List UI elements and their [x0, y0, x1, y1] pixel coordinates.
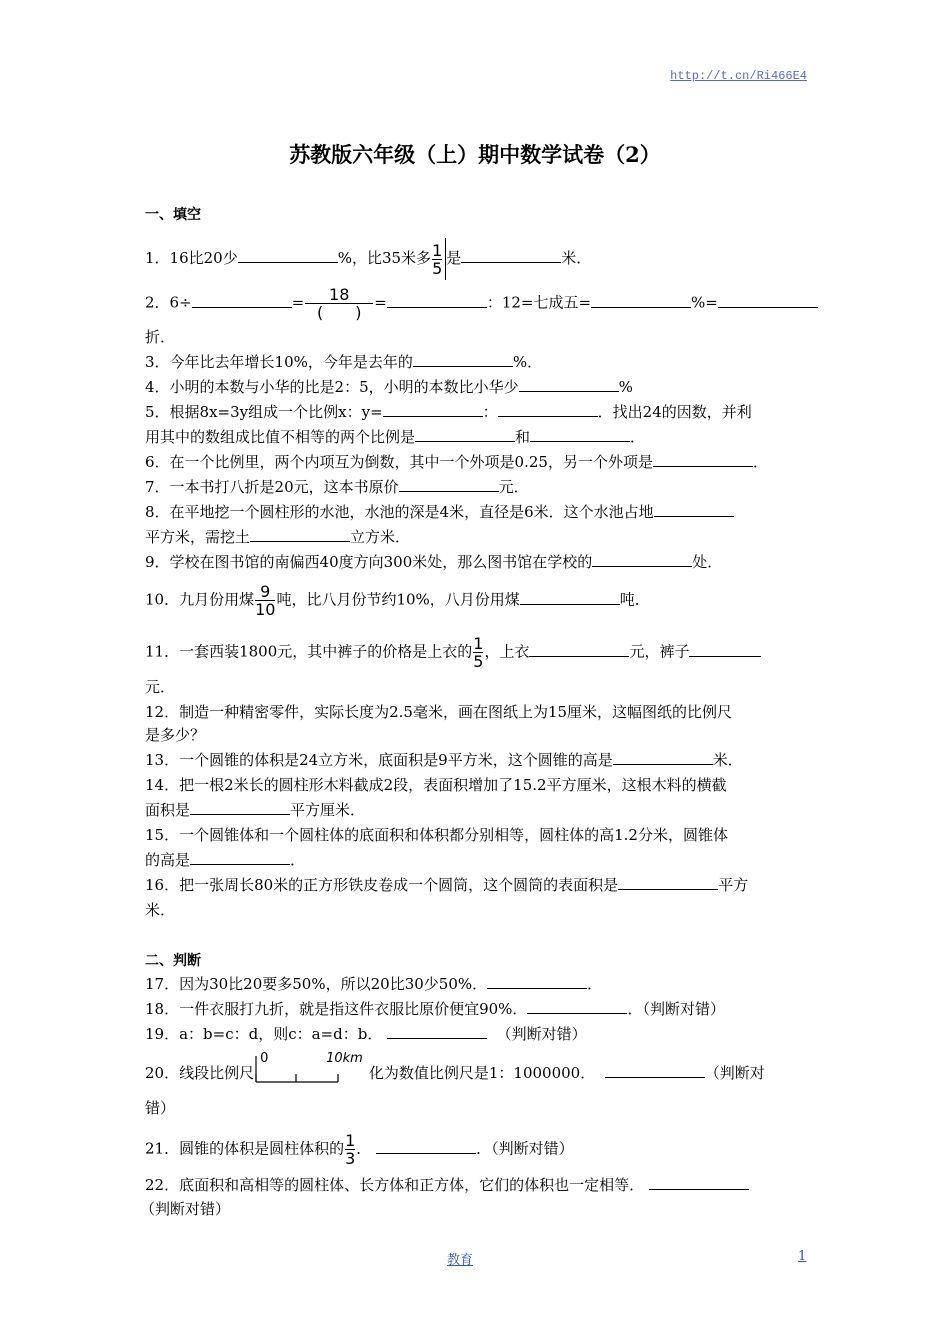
answer-blank[interactable] [605, 1062, 705, 1078]
question-14: 14．把一根2米长的圆柱形木料截成2段，表面积增加了15.2平方厘米，这根木料的横截 [145, 776, 727, 794]
answer-blank[interactable] [383, 401, 483, 417]
answer-blank[interactable] [192, 292, 292, 308]
footer-link[interactable]: 教育 [447, 1253, 474, 1268]
answer-blank[interactable] [591, 292, 691, 308]
question-16-cont: 米． [145, 901, 176, 919]
answer-blank[interactable] [190, 799, 290, 815]
section-heading-fill-in: 一、填空 [145, 207, 201, 223]
header-link[interactable]: http://t.cn/Ri466E4 [670, 69, 807, 83]
fraction-1-3: $\frac{1}{3}$ [345, 1131, 356, 1168]
question-17: 17．因为30比20要多50%，所以20比30少50%． ． [145, 975, 603, 993]
fraction-9-10: $\frac{9}{10}$ [255, 582, 276, 619]
page-number[interactable]: 1 [798, 1249, 807, 1264]
answer-blank[interactable] [529, 641, 629, 657]
question-12-cont: 是多少？ [145, 726, 206, 744]
question-10: 10．九月份用煤 $\frac{9}{10}$ 吨，比八月份节约10%，八月份用煤 吨． [145, 582, 650, 619]
question-1: 1．16比20少 %，比35米多 $\frac{1}{5}$ 是 米． [145, 238, 591, 280]
question-20-cont: 错） [145, 1099, 176, 1117]
answer-blank[interactable] [613, 749, 713, 765]
question-2-cont: 折． [145, 328, 176, 346]
question-7: 7．一本书打八折是20元，这本书原价 元． [145, 478, 529, 496]
question-9: 9．学校在图书馆的南偏西40度方向300米处，那么图书馆在学校的 处． [145, 553, 723, 571]
question-21: 21．圆锥的体积是圆柱体积的 $\frac{1}{3}$ ． ．（判断对错） [145, 1131, 574, 1168]
line-segment-scale-bar [254, 1051, 364, 1092]
scale-end-label: 10km [326, 1051, 363, 1066]
fraction-18-blank: $\frac{18}{( )}$ [305, 286, 373, 321]
question-5: 5．根据8x=3y组成一个比例x：y= ： ．找出24的因数，并利 [145, 403, 752, 421]
question-3: 3．今年比去年增长10%，今年是去年的 %． [145, 353, 543, 371]
answer-blank[interactable] [399, 476, 499, 492]
question-6: 6．在一个比例里，两个内项互为倒数，其中一个外项是0.25，另一个外项是 ． [145, 453, 768, 471]
question-22: 22．底面积和高相等的圆柱体、长方体和正方体，它们的体积也一定相等． [145, 1174, 749, 1196]
question-8: 8．在平地挖一个圆柱形的水池，水池的深是4米，直径是6米．这个水池占地 [145, 501, 734, 523]
question-11-cont: 元． [145, 678, 176, 696]
answer-blank[interactable] [718, 292, 818, 308]
answer-blank[interactable] [376, 1138, 476, 1154]
answer-blank[interactable] [592, 551, 692, 567]
fraction-1-5: $\frac{1}{5}$ [473, 634, 484, 671]
answer-blank[interactable] [530, 426, 630, 442]
fraction-1-5: $\frac{1}{5}$ [432, 240, 443, 278]
answer-blank[interactable] [519, 376, 619, 392]
answer-blank[interactable] [413, 351, 513, 367]
answer-blank[interactable] [415, 426, 515, 442]
question-20: 20．线段比例尺 0 10km 化为数值比例尺是1：1000000． （判断对 [145, 1056, 765, 1092]
question-8-cont: 平方米，需挖土 立方米． [145, 528, 411, 546]
question-5-cont: 用其中的数组成比值不相等的两个比例是 和 ． [145, 428, 646, 446]
question-4: 4．小明的本数与小华的比是2：5，小明的本数比小华少 % [145, 378, 633, 396]
page-title: 苏教版六年级（上）期中数学试卷（2） [289, 142, 661, 167]
answer-blank[interactable] [689, 641, 761, 657]
question-19: 19．a：b=c：d，则c：a=d：b． （判断对错） [145, 1025, 587, 1043]
answer-blank[interactable] [498, 401, 598, 417]
question-22-cont: （判断对错） [140, 1200, 231, 1218]
answer-blank[interactable] [520, 589, 620, 605]
question-15-cont: 的高是 ． [145, 851, 306, 869]
question-15: 15．一个圆锥体和一个圆柱体的底面积和体积都分别相等，圆柱体的高1.2分米，圆锥体 [145, 826, 728, 844]
scale-start-label: 0 [260, 1051, 269, 1066]
section-heading-judge: 二、判断 [145, 953, 201, 969]
answer-blank[interactable] [238, 247, 338, 263]
answer-blank[interactable] [387, 292, 487, 308]
answer-blank[interactable] [487, 973, 587, 989]
answer-blank[interactable] [653, 451, 753, 467]
question-12: 12．制造一种精密零件，实际长度为2.5毫米，画在图纸上为15厘米，这幅图纸的比例尺 [145, 703, 733, 721]
answer-blank[interactable] [387, 1023, 487, 1039]
question-14-cont: 面积是 平方厘米． [145, 801, 366, 819]
question-11: 11．一套西装1800元，其中裤子的价格是上衣的 $\frac{1}{5}$ ，上衣 元，裤子 [145, 635, 761, 670]
answer-blank[interactable] [618, 874, 718, 890]
answer-blank[interactable] [190, 849, 290, 865]
answer-blank[interactable] [527, 998, 627, 1014]
answer-blank[interactable] [654, 501, 734, 517]
question-18: 18．一件衣服打九折，就是指这件衣服比原价便宜90%． ．（判断对错） [145, 1000, 725, 1018]
answer-blank[interactable] [461, 247, 561, 263]
answer-blank[interactable] [649, 1174, 749, 1190]
question-2: 2．6÷ = $\frac{18}{( )}$ = ：12=七成五= %= [145, 286, 818, 321]
question-13: 13．一个圆锥的体积是24立方米，底面积是9平方米，这个圆锥的高是 米． [145, 751, 743, 769]
question-16: 16．把一张周长80米的正方形铁皮卷成一个圆筒，这个圆筒的表面积是 平方 [145, 876, 749, 894]
answer-blank[interactable] [250, 526, 350, 542]
